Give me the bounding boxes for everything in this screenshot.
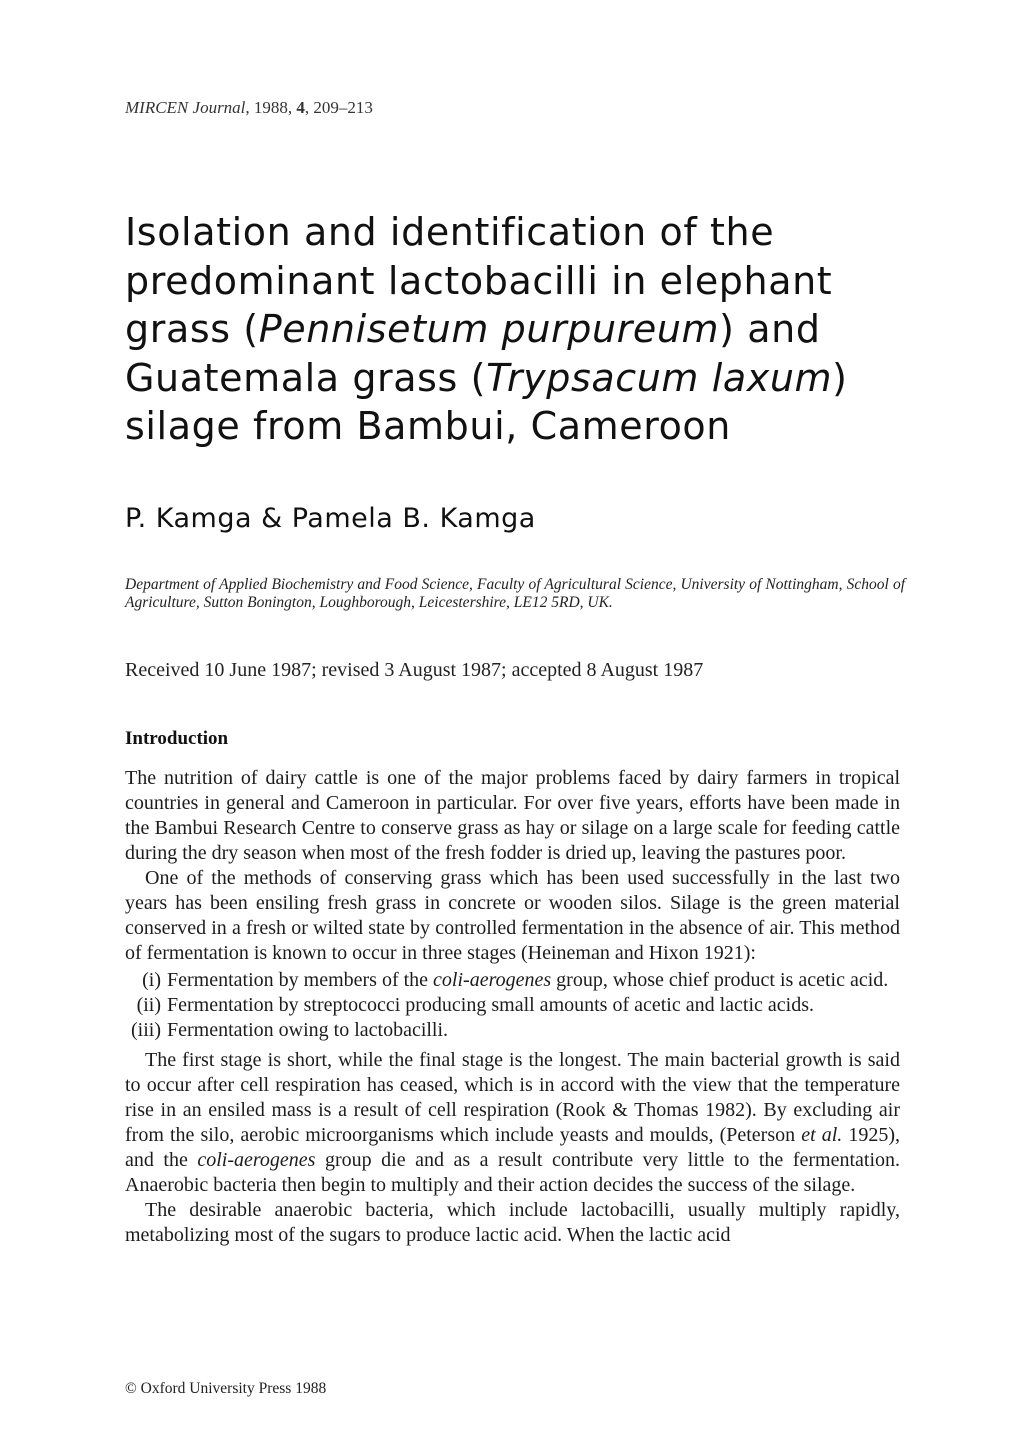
paragraph: One of the methods of conserving grass which has been used successfully in the last two years has been ensiling fresh grass in concrete or wooden silos. Silage is the green material conserved in a fresh or wilted state by controlled fermentation in the absence of air. This method of fermentation is known to occur in three stages (Heineman and Hixon 1921): <box>125 867 900 964</box>
journal-pages: , 209–213 <box>304 98 373 117</box>
paragraph: The desirable anaerobic bacteria, which include lactobacilli, usually multiply rapidly, metabolizing most of the sugars to produce lactic acid. When the lactic acid <box>125 1199 900 1246</box>
list-number: (iii) <box>131 1019 161 1041</box>
list-item: (iii) Fermentation owing to lactobacilli. <box>125 1018 900 1043</box>
author-list: P. Kamga & Pamela B. Kamga <box>125 503 536 534</box>
list-item: (ii) Fermentation by streptococci producing small amounts of acetic and lactic acids. <box>125 993 900 1018</box>
journal-volume: 4 <box>296 98 305 117</box>
received-dates: Received 10 June 1987; revised 3 August 1987; accepted 8 August 1987 <box>125 659 704 681</box>
list-number: (i) <box>142 969 161 991</box>
paragraph: The first stage is short, while the final stage is the longest. The main bacterial growth is said to occur after cell respiration has ceased, which is in accord with the view that the temperature rise in an ensiled mass is a result of cell respiration (Rook & Thomas 1982). By excluding air from the silo, aerobic microorganisms which include yeasts and moulds, (Peterson et al. 1925), and the coli-aerogenes group die and as a result contribute very little to the fermentation. Anaerobic bacteria then begin to multiply and their action decides the success of the silage. <box>125 1049 901 1196</box>
journal-year: , 1988, <box>245 98 297 117</box>
paper-title: Isolation and identification of the predominant lactobacilli in elephant grass (Pennisetum purpureum) and Guatemala grass (Trypsacum laxum) silage from Bambui, Cameroon <box>125 210 848 448</box>
copyright-notice: © Oxford University Press 1988 <box>125 1380 327 1397</box>
numbered-list <box>125 968 900 1043</box>
paragraph: The nutrition of dairy cattle is one of the major problems faced by dairy farmers in tropical countries in general and Cameroon in particular. For over five years, efforts have been made in the Bambui Research Centre to conserve grass as hay or silage on a large scale for feeding cattle during the dry season when most of the fresh fodder is dried up, leaving the pastures poor. <box>125 767 900 864</box>
list-item: (i) Fermentation by members of the coli-aerogenes group, whose chief product is acetic acid. <box>125 968 900 993</box>
species-name: Trypsacum laxum <box>486 355 833 400</box>
journal-name: MIRCEN Journal <box>125 98 246 117</box>
species-name: Pennisetum purpureum <box>258 307 720 351</box>
affiliation: Department of Applied Biochemistry and Food Science, Faculty of Agricultural Science, University of Nottingham, School of Agriculture, Sutton Bonington, Loughborough, Leicestershire, LE12 5RD, UK. <box>125 576 905 611</box>
journal-citation <box>125 98 373 118</box>
body-text <box>125 766 900 1248</box>
section-heading: Introduction <box>125 728 229 749</box>
list-number: (ii) <box>136 994 161 1016</box>
